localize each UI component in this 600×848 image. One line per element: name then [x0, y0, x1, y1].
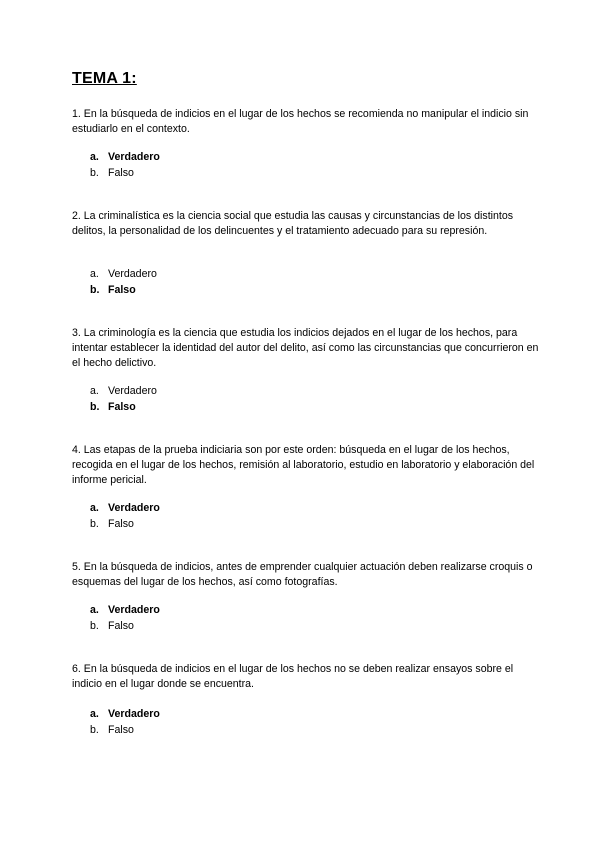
- question-3-text: 3. La criminología es la ciencia que estudia los indicios dejados en el lugar de los hechos, para intentar establecer la identidad del autor del delito, así como las circunstancias que concurrieron en el hecho delictivo.: [72, 327, 539, 369]
- option-letter: a.: [90, 385, 99, 397]
- question-6-options: [90, 707, 160, 738]
- option-a: [90, 707, 160, 723]
- option-letter: a.: [90, 151, 99, 163]
- option-b: [90, 619, 160, 635]
- option-a: [90, 150, 160, 166]
- option-letter: a.: [90, 604, 99, 616]
- question-2-text: 2. La criminalística es la ciencia social que estudia las causas y circunstancias de los distintos delitos, la personalidad de los delincuentes y el tratamiento adecuado para su represión.: [72, 210, 514, 237]
- option-a: [90, 603, 160, 619]
- option-b: [90, 166, 160, 182]
- option-b: [90, 517, 160, 533]
- question-5-text: 5. En la búsqueda de indicios, antes de emprender cualquier actuación deben realizarse croquis o esquemas del lugar de los hechos, así como fotografías.: [72, 561, 533, 588]
- option-letter: a.: [90, 268, 99, 280]
- option-letter: b.: [90, 400, 100, 413]
- option-letter: b.: [90, 619, 99, 632]
- option-label: Falso: [108, 283, 136, 296]
- option-a: [90, 384, 157, 400]
- question-1-text: 1. En la búsqueda de indicios en el lugar de los hechos se recomienda no manipular el indicio sin estudiarlo en el contexto.: [72, 108, 529, 135]
- option-letter: a.: [90, 502, 99, 514]
- option-label: Verdadero: [108, 151, 160, 163]
- option-letter: b.: [90, 723, 99, 736]
- option-label: Falso: [108, 166, 134, 179]
- option-b: [90, 723, 160, 739]
- option-b: [90, 400, 157, 416]
- question-2-options: [90, 267, 157, 298]
- option-label: Falso: [108, 619, 134, 632]
- page-title: TEMA 1:: [72, 70, 137, 87]
- option-label: Verdadero: [108, 502, 160, 514]
- option-label: Falso: [108, 517, 134, 530]
- question-3-options: [90, 384, 157, 415]
- question-6-text: 6. En la búsqueda de indicios en el lugar de los hechos no se deben realizar ensayos sobre el indicio en el lugar donde se encuentra.: [72, 663, 514, 690]
- option-label: Verdadero: [108, 708, 160, 720]
- question-5-options: [90, 603, 160, 634]
- option-label: Falso: [108, 400, 136, 413]
- option-label: Verdadero: [108, 268, 157, 280]
- question-1-options: [90, 150, 160, 181]
- question-4-options: [90, 501, 160, 532]
- option-letter: a.: [90, 708, 99, 720]
- question-4-text: 4. Las etapas de la prueba indiciaria son por este orden: búsqueda en el lugar de los hechos, recogida en el lugar de los hechos, remisión al laboratorio, estudio en laboratorio y elaboración del informe pericial.: [72, 444, 535, 486]
- option-letter: b.: [90, 517, 99, 530]
- option-label: Verdadero: [108, 604, 160, 616]
- option-a: [90, 501, 160, 517]
- option-label: Falso: [108, 723, 134, 736]
- option-letter: b.: [90, 166, 99, 179]
- option-a: [90, 267, 157, 283]
- option-letter: b.: [90, 283, 100, 296]
- option-label: Verdadero: [108, 385, 157, 397]
- option-b: [90, 283, 157, 299]
